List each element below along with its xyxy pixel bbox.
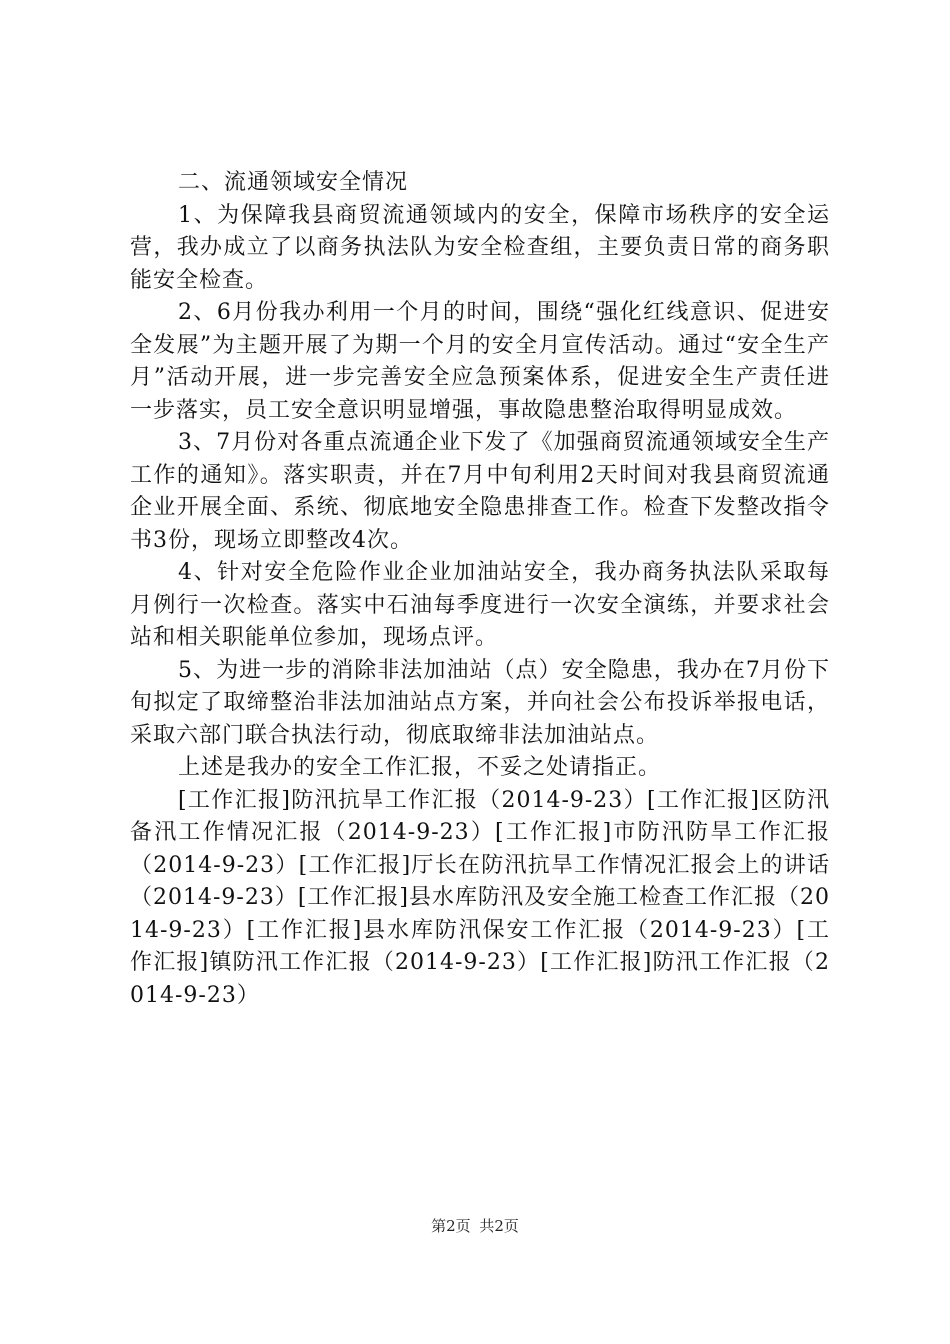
page-number: 第2页 [431,1217,471,1235]
paragraph-3: 3、7月份对各重点流通企业下发了《加强商贸流通领域安全生产工作的通知》。落实职责，并在7月中旬利用2天时间对我县商贸流通企业开展全面、系统、彻底地安全隐患排查工作。检查下发整改指令书3份，现场立即整改4次。 [130,430,830,553]
paragraph-2: 2、6月份我办利用一个月的时间，围绕“强化红线意识、促进安全发展”为主题开展了为期一个月的安全月宣传活动。通过“安全生产月”活动开展，进一步完善安全应急预案体系，促进安全生产责任进一步落实，员工安全意识明显增强，事故隐患整治取得明显成效。 [130,300,830,423]
closing-paragraph: 上述是我办的安全工作汇报，不妥之处请指正。 [178,755,662,780]
section-heading: 二、流通领域安全情况 [178,170,409,195]
document-body [130,167,830,1012]
page-footer [0,1215,950,1236]
paragraph-5: 5、为进一步的消除非法加油站（点）安全隐患，我办在7月份下旬拟定了取缔整治非法加油站点方案，并向社会公布投诉举报电话，采取六部门联合执法行动，彻底取缔非法加油站点。 [130,657,830,748]
related-links-paragraph: [工作汇报]防汛抗旱工作汇报（2014-9-23）[工作汇报]区防汛备汛工作情况汇报（2014-9-23）[工作汇报]市防汛防旱工作汇报（2014-9-23）[工作汇报]厅长在防汛抗旱工作情况汇报会上的讲话（2014-9-23）[工作汇报]县水库防汛及安全施工检查工作汇报（2014-9-23）[工作汇报]县水库防汛保安工作汇报（2014-9-23）[工作汇报]镇防汛工作汇报（2014-9-23）[工作汇报]防汛工作汇报（2014-9-23） [130,787,831,1008]
paragraph-4: 4、针对安全危险作业企业加油站安全，我办商务执法队采取每月例行一次检查。落实中石油每季度进行一次安全演练，并要求社会站和相关职能单位参加，现场点评。 [130,560,830,650]
paragraph-1: 1、为保障我县商贸流通领域内的安全，保障市场秩序的安全运营，我办成立了以商务执法队为安全检查组，主要负责日常的商务职能安全检查。 [130,202,830,293]
page-total: 共2页 [479,1217,519,1235]
